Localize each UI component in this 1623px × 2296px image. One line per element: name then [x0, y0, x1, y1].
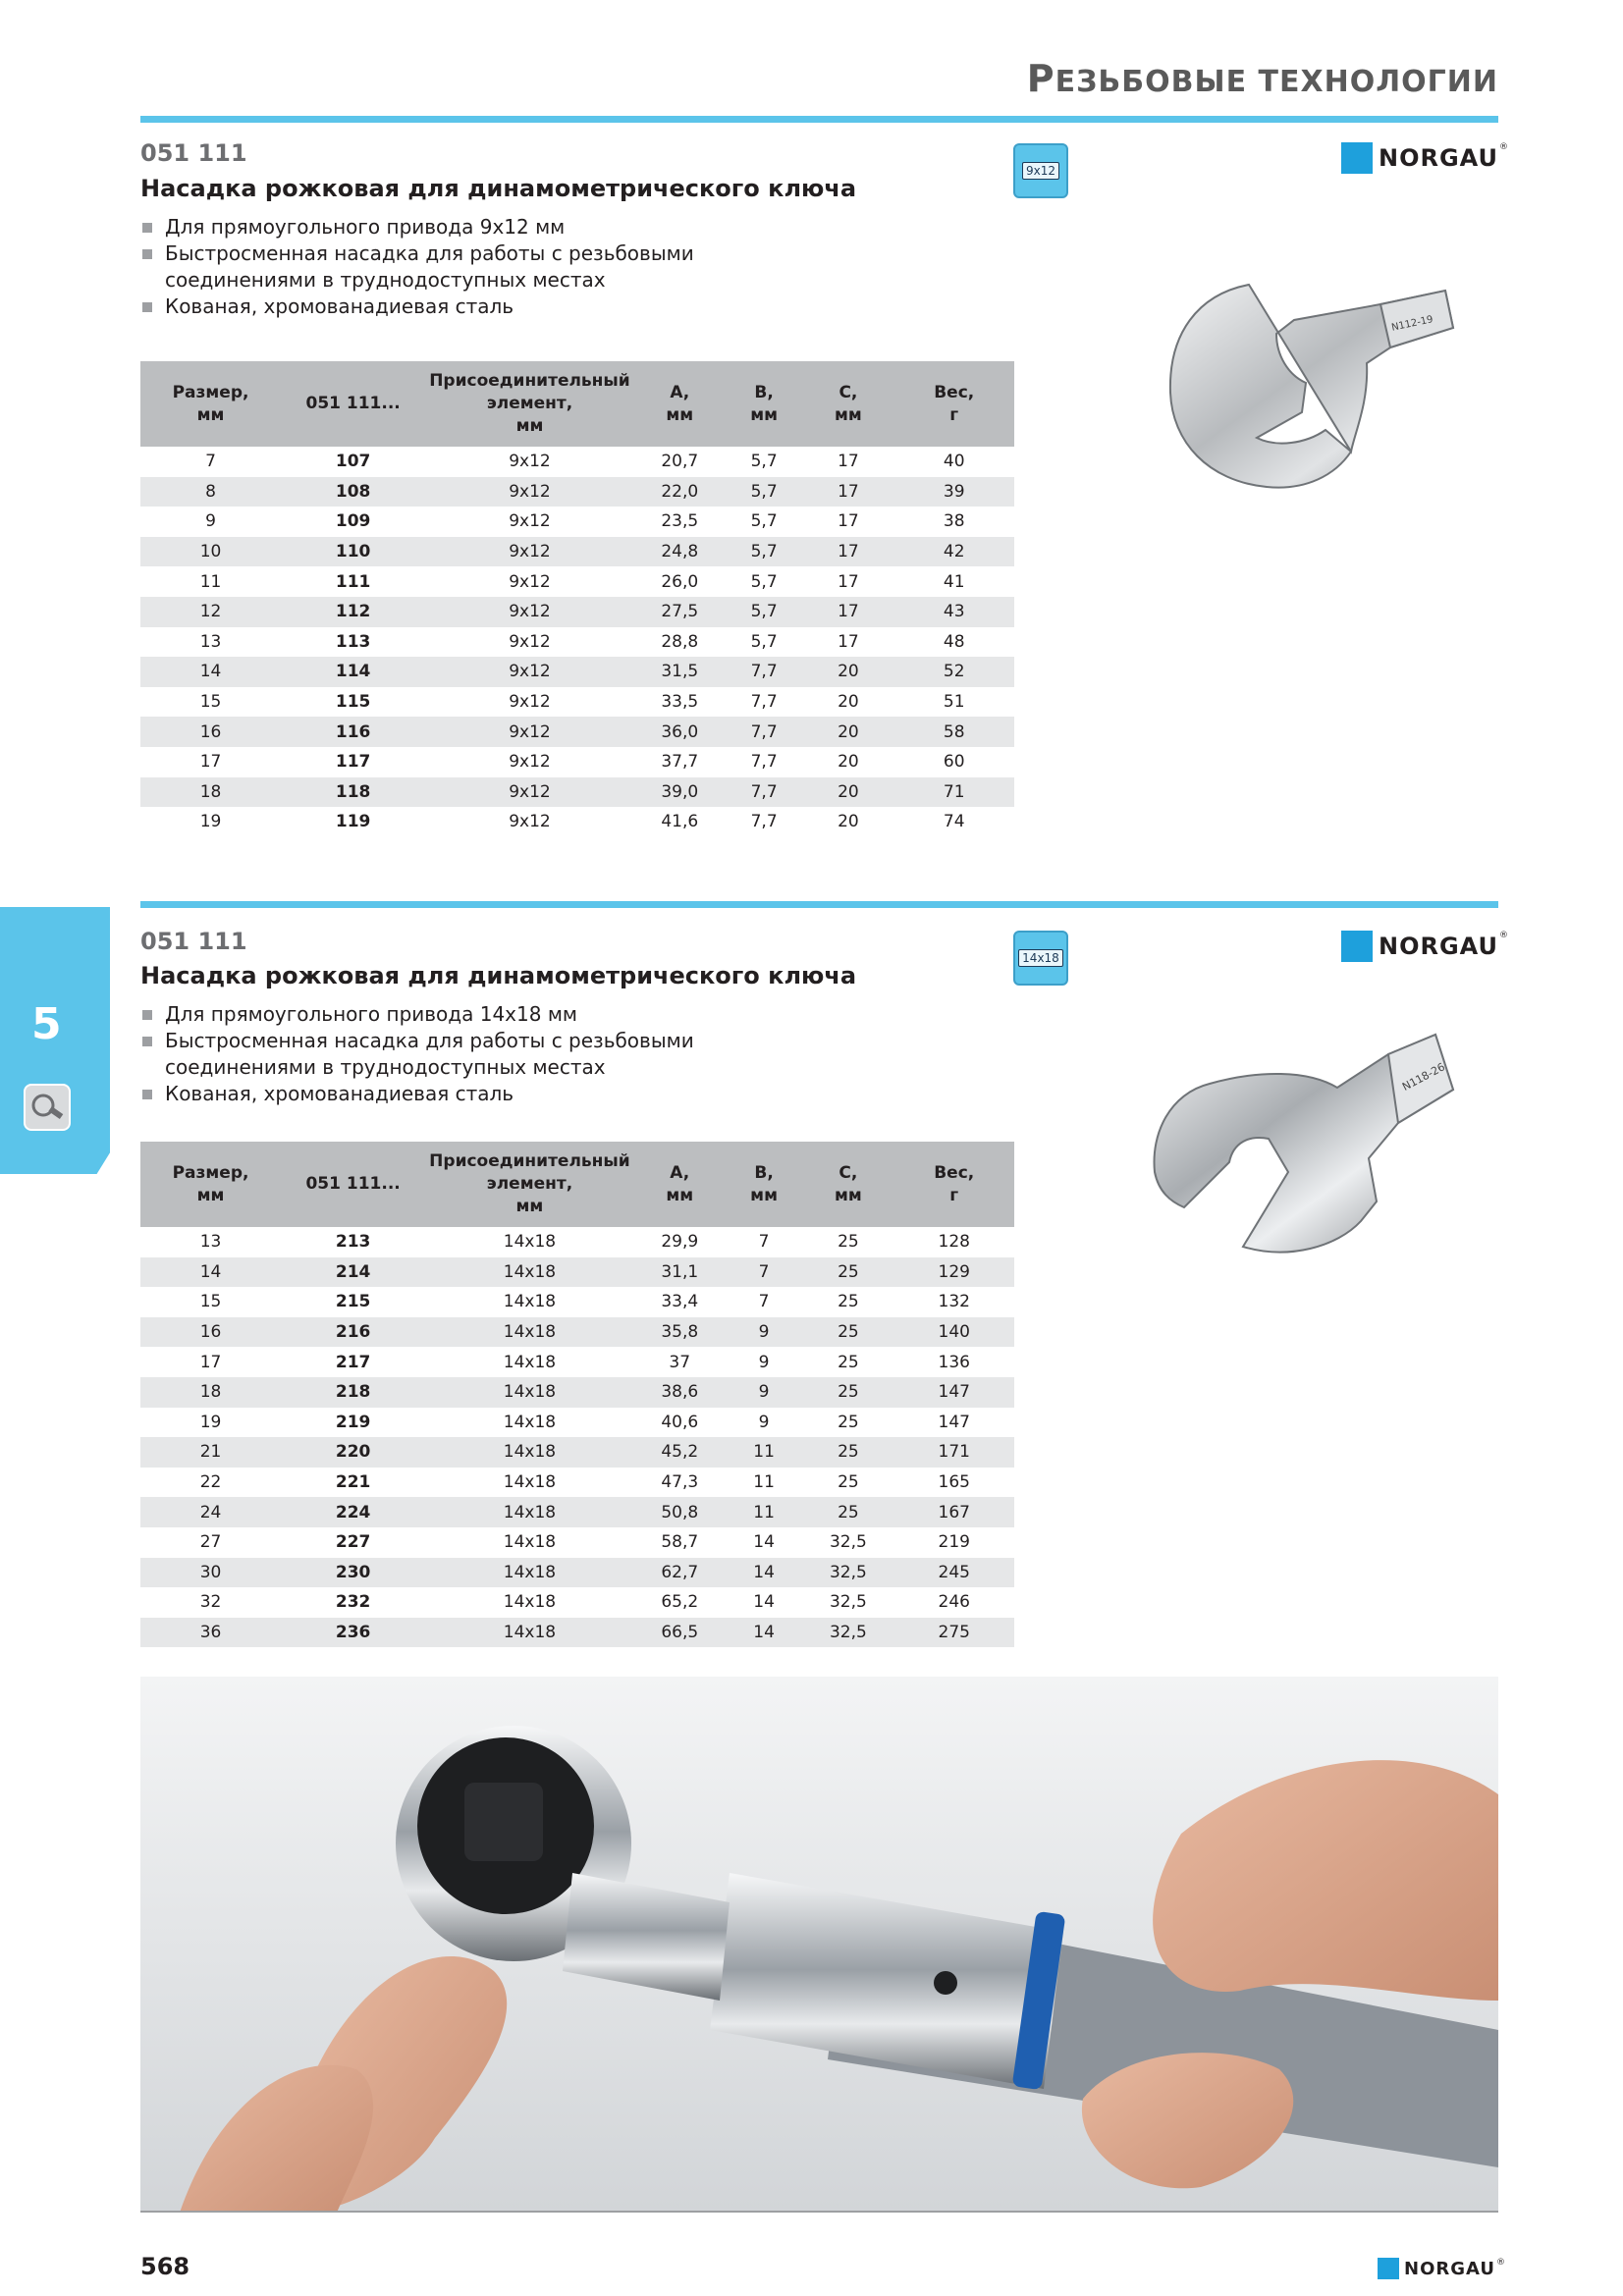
cell-code: 230 — [281, 1558, 425, 1588]
cell-weight: 219 — [938, 1532, 970, 1553]
cell-a: 31,1 — [634, 1257, 726, 1288]
cell-a: 45,2 — [634, 1437, 726, 1468]
table-header-row — [140, 1142, 1014, 1227]
wrench-label: N118-26 — [1400, 1060, 1447, 1094]
cell-a: 33,4 — [661, 1292, 699, 1312]
cell-size: 11 — [199, 571, 222, 592]
cell-b: 7,7 — [750, 692, 778, 713]
cell-weight: 39 — [893, 477, 1014, 507]
product-code: 051 111 — [140, 928, 247, 955]
cell-b: 7,7 — [750, 812, 778, 832]
cell-weight: 245 — [893, 1558, 1014, 1588]
tool-icon — [24, 1084, 71, 1131]
table-row — [140, 1287, 1014, 1317]
table-row — [140, 1618, 1014, 1648]
cell-b: 11 — [726, 1497, 803, 1527]
col-weight: Вес, г — [893, 361, 1014, 447]
cell-size: 14 — [140, 657, 281, 687]
cell-b: 5,7 — [726, 537, 803, 567]
cell-code: 115 — [335, 692, 371, 713]
table-row — [140, 717, 1014, 747]
cell-b: 5,7 — [750, 511, 778, 532]
col-weight: Вес, г — [893, 1142, 1014, 1227]
cell-code: 216 — [281, 1317, 425, 1348]
cell-weight: 147 — [893, 1377, 1014, 1408]
section-rule-middle — [140, 901, 1498, 908]
cell-a: 58,7 — [661, 1532, 699, 1553]
cell-code: 214 — [281, 1257, 425, 1288]
drive-badge-label: 14x18 — [1018, 949, 1063, 967]
open-end-wrench-image — [1159, 265, 1473, 501]
cell-c: 20 — [802, 777, 893, 808]
cell-c: 25 — [838, 1472, 859, 1493]
cell-weight: 41 — [943, 571, 965, 592]
col-a: A, мм — [634, 361, 726, 447]
cell-c: 25 — [838, 1352, 859, 1372]
cell-size: 27 — [199, 1532, 222, 1553]
cell-code: 110 — [281, 537, 425, 567]
cell-c: 25 — [802, 1377, 893, 1408]
cell-code: 111 — [335, 571, 371, 592]
cell-element: 14x18 — [503, 1592, 557, 1613]
brand-registered: ® — [1499, 931, 1508, 940]
col-element: Присоединительный элемент, мм — [425, 361, 634, 447]
table-row — [140, 1227, 1014, 1257]
cell-size: 19 — [199, 1412, 222, 1432]
cell-element: 9x12 — [509, 752, 551, 773]
cell-a: 28,8 — [661, 631, 699, 652]
feature-item: Для прямоугольного привода 14x18 мм — [142, 1001, 830, 1028]
cell-code: 113 — [335, 631, 371, 652]
cell-element: 9x12 — [425, 717, 634, 747]
cell-b: 14 — [726, 1618, 803, 1648]
cell-code: 236 — [281, 1618, 425, 1648]
cell-code: 224 — [281, 1497, 425, 1527]
cell-weight: 48 — [943, 631, 965, 652]
cell-element: 9x12 — [425, 597, 634, 627]
cell-code: 232 — [335, 1592, 371, 1613]
brand-logo — [1341, 142, 1508, 174]
cell-size: 13 — [199, 1232, 222, 1253]
spec-table-14x18 — [140, 1142, 1014, 1647]
cell-element: 9x12 — [509, 812, 551, 832]
cell-element: 9x12 — [509, 692, 551, 713]
table-row — [140, 1558, 1014, 1588]
cell-a: 31,5 — [634, 657, 726, 687]
spec-table-9x12 — [140, 361, 1014, 837]
cell-b: 7,7 — [726, 717, 803, 747]
feature-list — [142, 214, 830, 320]
cell-weight: 129 — [893, 1257, 1014, 1288]
table-row — [140, 1497, 1014, 1527]
cell-c: 17 — [838, 631, 859, 652]
brand-square-icon — [1378, 2258, 1399, 2279]
cell-c: 17 — [802, 537, 893, 567]
cell-element: 14x18 — [503, 1352, 557, 1372]
cell-size: 14 — [140, 1257, 281, 1288]
table-row — [140, 687, 1014, 718]
table-row — [140, 537, 1014, 567]
cell-weight: 275 — [893, 1618, 1014, 1648]
col-size: Размер, мм — [140, 361, 281, 447]
table-row — [140, 1377, 1014, 1408]
cell-size: 9 — [205, 511, 216, 532]
cell-code: 227 — [335, 1532, 371, 1553]
cell-b: 14 — [726, 1558, 803, 1588]
cell-c: 17 — [838, 511, 859, 532]
cell-weight: 58 — [893, 717, 1014, 747]
cell-c: 25 — [838, 1412, 859, 1432]
table-row — [140, 477, 1014, 507]
cell-c: 17 — [838, 571, 859, 592]
cell-a: 50,8 — [634, 1497, 726, 1527]
cell-b: 9 — [726, 1317, 803, 1348]
cell-c: 32,5 — [829, 1592, 867, 1613]
cell-element: 9x12 — [425, 537, 634, 567]
cell-code: 119 — [335, 812, 371, 832]
product-code: 051 111 — [140, 139, 247, 167]
col-c: C, мм — [802, 361, 893, 447]
wrench-label: N112-19 — [1390, 314, 1434, 334]
cell-element: 14x18 — [425, 1558, 634, 1588]
cell-a: 37 — [669, 1352, 691, 1372]
col-code: 051 111... — [281, 361, 425, 447]
brand-square-icon — [1341, 142, 1373, 174]
cell-weight: 43 — [893, 597, 1014, 627]
cell-c: 32,5 — [802, 1558, 893, 1588]
cell-weight: 128 — [938, 1232, 970, 1253]
cell-size: 17 — [199, 1352, 222, 1372]
cell-b: 7,7 — [726, 657, 803, 687]
cell-element: 14x18 — [503, 1412, 557, 1432]
cell-element: 14x18 — [503, 1532, 557, 1553]
cell-c: 20 — [838, 752, 859, 773]
cell-a: 29,9 — [661, 1232, 699, 1253]
cell-size: 16 — [140, 1317, 281, 1348]
cell-element: 14x18 — [425, 1497, 634, 1527]
cell-a: 23,5 — [661, 511, 699, 532]
cell-code: 109 — [335, 511, 371, 532]
cell-element: 9x12 — [509, 452, 551, 472]
col-b: B, мм — [726, 1142, 803, 1227]
product-title: Насадка рожковая для динамометрического ключа — [140, 175, 857, 202]
cell-element: 9x12 — [425, 477, 634, 507]
cell-element: 14x18 — [503, 1232, 557, 1253]
cell-c: 17 — [838, 452, 859, 472]
brand-name: NORGAU — [1379, 144, 1498, 172]
cell-element: 9x12 — [509, 511, 551, 532]
brand-registered: ® — [1499, 142, 1508, 152]
cell-b: 7 — [726, 1257, 803, 1288]
brand-logo-footer — [1378, 2258, 1505, 2279]
cell-weight: 52 — [893, 657, 1014, 687]
cell-element: 14x18 — [425, 1437, 634, 1468]
col-code: 051 111... — [281, 1142, 425, 1227]
cell-a: 66,5 — [634, 1618, 726, 1648]
table-row — [140, 1408, 1014, 1438]
page-number: 568 — [140, 2253, 190, 2280]
cell-weight: 51 — [943, 692, 965, 713]
table-row — [140, 1527, 1014, 1558]
cell-element: 9x12 — [509, 571, 551, 592]
col-c: C, мм — [802, 1142, 893, 1227]
cell-b: 11 — [753, 1472, 775, 1493]
cell-element: 14x18 — [503, 1292, 557, 1312]
cell-weight: 38 — [943, 511, 965, 532]
cell-b: 5,7 — [750, 452, 778, 472]
cell-b: 7 — [758, 1292, 770, 1312]
cell-size: 36 — [140, 1618, 281, 1648]
cell-element: 9x12 — [425, 777, 634, 808]
table-row — [140, 627, 1014, 658]
cell-b: 14 — [753, 1532, 775, 1553]
cell-c: 17 — [802, 477, 893, 507]
cell-size: 18 — [140, 1377, 281, 1408]
brand-registered: ® — [1496, 2258, 1505, 2268]
cell-c: 25 — [838, 1232, 859, 1253]
cell-c: 32,5 — [829, 1532, 867, 1553]
cell-code: 108 — [281, 477, 425, 507]
cell-weight: 165 — [938, 1472, 970, 1493]
table-row — [140, 1257, 1014, 1288]
brand-name: NORGAU — [1404, 2258, 1495, 2279]
cell-code: 218 — [281, 1377, 425, 1408]
table-row — [140, 1347, 1014, 1377]
table-row — [140, 657, 1014, 687]
cell-b: 5,7 — [726, 477, 803, 507]
col-b: B, мм — [726, 361, 803, 447]
cell-a: 36,0 — [634, 717, 726, 747]
cell-weight: 140 — [893, 1317, 1014, 1348]
cell-code: 116 — [281, 717, 425, 747]
open-end-wrench-image — [1141, 1015, 1485, 1309]
cell-size: 8 — [140, 477, 281, 507]
cell-size: 30 — [140, 1558, 281, 1588]
brand-square-icon — [1341, 931, 1373, 962]
col-element: Присоединительный элемент, мм — [425, 1142, 634, 1227]
cell-a: 47,3 — [661, 1472, 699, 1493]
cell-c: 25 — [838, 1292, 859, 1312]
cell-element: 14x18 — [425, 1618, 634, 1648]
cell-size: 16 — [140, 717, 281, 747]
cell-b: 7 — [758, 1232, 770, 1253]
cell-weight: 246 — [938, 1592, 970, 1613]
feature-item: Для прямоугольного привода 9x12 мм — [142, 214, 830, 240]
cell-size: 19 — [199, 812, 222, 832]
drive-badge-icon — [1013, 143, 1068, 198]
cell-a: 65,2 — [661, 1592, 699, 1613]
cell-size: 15 — [199, 1292, 222, 1312]
cell-a: 35,8 — [634, 1317, 726, 1348]
cell-weight: 132 — [938, 1292, 970, 1312]
cell-code: 107 — [335, 452, 371, 472]
table-row — [140, 1317, 1014, 1348]
table-row — [140, 1587, 1014, 1618]
cell-size: 15 — [199, 692, 222, 713]
table-row — [140, 1437, 1014, 1468]
product-photo — [140, 1677, 1498, 2213]
cell-a: 37,7 — [661, 752, 699, 773]
cell-a: 62,7 — [634, 1558, 726, 1588]
cell-code: 220 — [281, 1437, 425, 1468]
cell-element: 9x12 — [425, 657, 634, 687]
cell-c: 25 — [802, 1317, 893, 1348]
brand-name: NORGAU — [1379, 933, 1498, 960]
table-row — [140, 807, 1014, 837]
cell-a: 24,8 — [634, 537, 726, 567]
table-row — [140, 566, 1014, 597]
cell-code: 117 — [335, 752, 371, 773]
cell-a: 40,6 — [661, 1412, 699, 1432]
cell-code: 112 — [281, 597, 425, 627]
cell-size: 7 — [205, 452, 216, 472]
feature-item: Быстросменная насадка для работы с резьбовыми соединениями в труднодоступных местах — [142, 240, 830, 294]
product-title: Насадка рожковая для динамометрического ключа — [140, 962, 857, 989]
cell-c: 25 — [802, 1257, 893, 1288]
cell-code: 213 — [335, 1232, 371, 1253]
cell-code: 114 — [281, 657, 425, 687]
cell-a: 38,6 — [634, 1377, 726, 1408]
table-row — [140, 747, 1014, 777]
cell-weight: 60 — [943, 752, 965, 773]
chapter-number: 5 — [31, 999, 62, 1049]
cell-a: 20,7 — [661, 452, 699, 472]
cell-weight: 40 — [943, 452, 965, 472]
cell-code: 215 — [335, 1292, 371, 1312]
cell-code: 221 — [335, 1472, 371, 1493]
cell-b: 7,7 — [726, 777, 803, 808]
section-title: РЕЗЬБОВЫЕ ТЕХНОЛОГИИ — [1026, 57, 1498, 100]
cell-c: 17 — [802, 597, 893, 627]
cell-size: 24 — [140, 1497, 281, 1527]
cell-c: 25 — [802, 1437, 893, 1468]
cell-code: 219 — [335, 1412, 371, 1432]
cell-b: 14 — [753, 1592, 775, 1613]
cell-c: 25 — [802, 1497, 893, 1527]
cell-a: 41,6 — [661, 812, 699, 832]
cell-element: 9x12 — [509, 631, 551, 652]
cell-weight: 74 — [943, 812, 965, 832]
table-row — [140, 597, 1014, 627]
cell-b: 11 — [726, 1437, 803, 1468]
drive-badge-icon — [1013, 931, 1068, 986]
cell-b: 7,7 — [750, 752, 778, 773]
cell-c: 20 — [802, 717, 893, 747]
cell-size: 13 — [199, 631, 222, 652]
drive-badge-label: 9x12 — [1022, 162, 1059, 180]
cell-code: 118 — [281, 777, 425, 808]
cell-weight: 42 — [893, 537, 1014, 567]
cell-size: 32 — [199, 1592, 222, 1613]
table-header-row — [140, 361, 1014, 447]
cell-size: 17 — [199, 752, 222, 773]
table-row — [140, 1468, 1014, 1498]
cell-element: 14x18 — [425, 1317, 634, 1348]
cell-b: 5,7 — [726, 597, 803, 627]
cell-size: 21 — [140, 1437, 281, 1468]
cell-weight: 136 — [938, 1352, 970, 1372]
feature-item: Кованая, хромованадиевая сталь — [142, 294, 830, 320]
brand-logo — [1341, 931, 1508, 962]
table-row — [140, 777, 1014, 808]
cell-c: 20 — [838, 812, 859, 832]
feature-list — [142, 1001, 830, 1107]
cell-a: 27,5 — [634, 597, 726, 627]
cell-a: 39,0 — [634, 777, 726, 808]
feature-item: Быстросменная насадка для работы с резьбовыми соединениями в труднодоступных местах — [142, 1028, 830, 1081]
col-size: Размер, мм — [140, 1142, 281, 1227]
section-rule-top — [140, 116, 1498, 123]
cell-a: 22,0 — [634, 477, 726, 507]
cell-c: 20 — [802, 657, 893, 687]
cell-b: 9 — [758, 1352, 770, 1372]
cell-weight: 171 — [893, 1437, 1014, 1468]
cell-code: 217 — [335, 1352, 371, 1372]
cell-a: 26,0 — [661, 571, 699, 592]
cell-a: 33,5 — [661, 692, 699, 713]
cell-c: 20 — [838, 692, 859, 713]
col-a: A, мм — [634, 1142, 726, 1227]
table-row — [140, 447, 1014, 477]
cell-b: 5,7 — [750, 631, 778, 652]
cell-c: 32,5 — [802, 1618, 893, 1648]
cell-weight: 167 — [893, 1497, 1014, 1527]
cell-weight: 147 — [938, 1412, 970, 1432]
cell-size: 10 — [140, 537, 281, 567]
cell-element: 14x18 — [503, 1472, 557, 1493]
feature-item: Кованая, хромованадиевая сталь — [142, 1081, 830, 1107]
cell-size: 12 — [140, 597, 281, 627]
cell-element: 14x18 — [425, 1377, 634, 1408]
cell-b: 5,7 — [750, 571, 778, 592]
cell-b: 9 — [758, 1412, 770, 1432]
table-row — [140, 507, 1014, 537]
cell-size: 22 — [199, 1472, 222, 1493]
cell-element: 14x18 — [425, 1257, 634, 1288]
cell-size: 18 — [140, 777, 281, 808]
cell-weight: 71 — [893, 777, 1014, 808]
cell-b: 9 — [726, 1377, 803, 1408]
